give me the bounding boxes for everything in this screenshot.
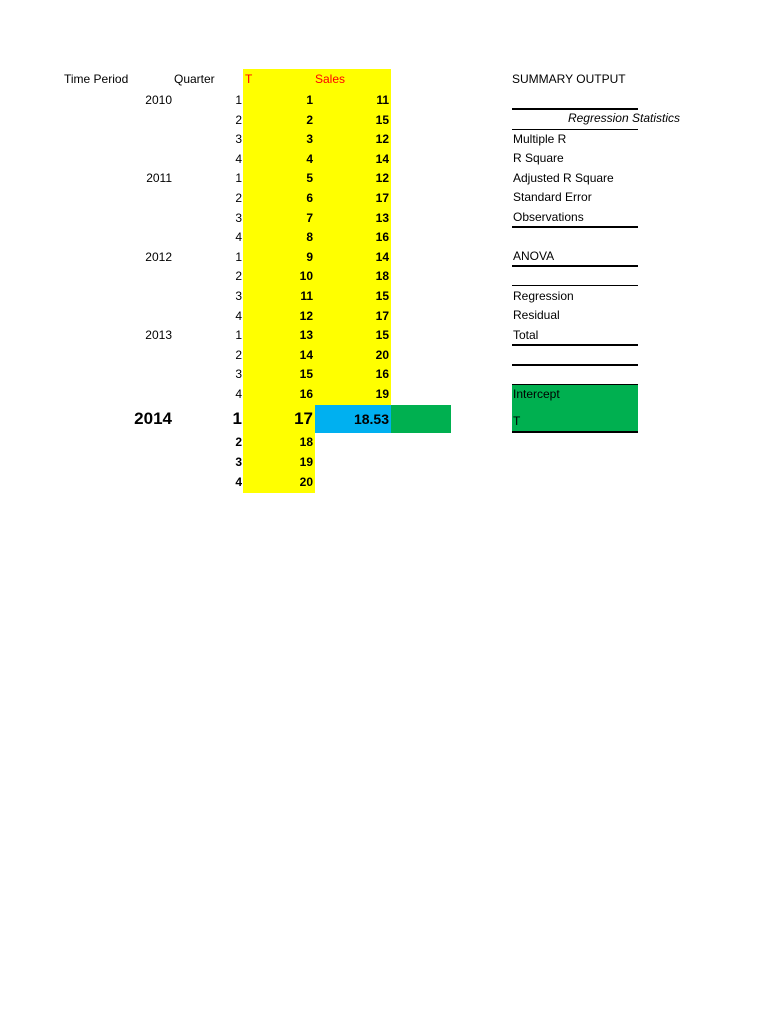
t-cell: 16: [299, 387, 313, 401]
quarter-cell: 1: [235, 93, 242, 107]
year-label: 2013: [145, 328, 172, 342]
year-label: 2011: [146, 171, 172, 185]
quarter-cell: 3: [235, 211, 242, 225]
forecast-highlight: [391, 405, 451, 433]
sales-cell: 12: [375, 171, 389, 185]
sales-cell: 12: [375, 132, 389, 146]
header-time-period: Time Period: [64, 72, 129, 86]
sales-cell: 16: [375, 367, 389, 381]
stats-label: Adjusted R Square: [513, 171, 614, 185]
quarter-cell: 3: [235, 367, 242, 381]
forecast-quarter: 1: [232, 409, 242, 428]
summary-title: SUMMARY OUTPUT: [512, 72, 626, 86]
quarter-cell: 1: [235, 250, 242, 264]
quarter-cell: 2: [235, 348, 242, 362]
t-cell: 14: [299, 348, 313, 362]
stats-label: Multiple R: [513, 132, 567, 146]
sales-cell: 15: [375, 328, 389, 342]
sales-cell: 11: [376, 93, 389, 107]
year-label: 2012: [145, 250, 172, 264]
t-cell: 5: [306, 171, 313, 185]
stats-label: R Square: [513, 151, 564, 165]
anova-header-divider: [512, 285, 638, 286]
forecast-quarter: 4: [235, 475, 242, 489]
sales-cell: 19: [375, 387, 389, 401]
quarter-cell: 4: [235, 309, 242, 323]
header-quarter: Quarter: [174, 72, 215, 86]
forecast-year: 2014: [134, 409, 172, 428]
anova-bottom-divider: [512, 344, 638, 346]
t-cell: 13: [299, 328, 313, 342]
t-cell: 6: [306, 191, 313, 205]
coef-bottom-divider: [512, 431, 638, 433]
sales-cell: 20: [375, 348, 389, 362]
quarter-cell: 4: [235, 152, 242, 166]
stats-bottom-divider: [512, 226, 638, 228]
header-sales: Sales: [315, 72, 346, 86]
anova-label: Regression: [513, 289, 574, 303]
forecast-t: 18: [299, 435, 313, 449]
year-label: 2010: [145, 93, 172, 107]
t-cell: 12: [299, 309, 313, 323]
sales-cell: 16: [375, 230, 389, 244]
sales-cell: 15: [375, 289, 389, 303]
stats-label: Observations: [513, 210, 584, 224]
coef-header-divider: [512, 384, 638, 385]
quarter-cell: 4: [235, 387, 242, 401]
quarter-cell: 1: [235, 171, 242, 185]
forecast-prediction: [315, 405, 391, 433]
quarter-cell: 3: [235, 289, 242, 303]
forecast-t: 20: [299, 475, 313, 489]
forecast-quarter: 2: [235, 435, 242, 449]
t-cell: 9: [306, 250, 313, 264]
quarter-cell: 2: [235, 269, 242, 283]
t-cell: 1: [306, 93, 313, 107]
t-cell: 8: [306, 230, 313, 244]
t-cell: 11: [300, 289, 313, 303]
t-cell: 3: [306, 132, 313, 146]
sales-cell: 15: [375, 113, 389, 127]
summary-divider: [512, 108, 638, 110]
anova-divider: [512, 265, 638, 267]
sales-cell: 17: [375, 309, 389, 323]
sales-cell: 17: [375, 191, 389, 205]
anova-label: Residual: [513, 308, 560, 322]
quarter-cell: 1: [235, 328, 242, 342]
forecast-t: 17: [294, 409, 313, 428]
quarter-cell: 2: [235, 113, 242, 127]
forecast-prediction-value: 18.53: [353, 411, 389, 427]
quarter-cell: 2: [235, 191, 242, 205]
coef-intercept: Intercept: [513, 387, 560, 401]
coef-t: T: [513, 414, 521, 428]
regression-stats-header: Regression Statistics: [567, 111, 680, 125]
t-cell: 4: [306, 152, 313, 166]
coef-top-divider: [512, 364, 638, 366]
quarter-cell: 3: [235, 132, 242, 146]
quarter-cell: 4: [235, 230, 242, 244]
sales-cell: 14: [375, 152, 389, 166]
sales-cell: 13: [375, 211, 389, 225]
anova-label: Total: [513, 328, 539, 342]
t-cell: 7: [306, 211, 313, 225]
sales-cell: 14: [375, 250, 389, 264]
anova-title: ANOVA: [513, 249, 555, 263]
stats-label: Standard Error: [513, 190, 592, 204]
forecast-t: 19: [299, 455, 313, 469]
header-t: T: [245, 72, 253, 86]
sales-cell: 18: [375, 269, 389, 283]
forecast-quarter: 3: [235, 455, 242, 469]
t-cell: 2: [306, 113, 313, 127]
t-cell: 10: [299, 269, 313, 283]
t-cell: 15: [299, 367, 313, 381]
